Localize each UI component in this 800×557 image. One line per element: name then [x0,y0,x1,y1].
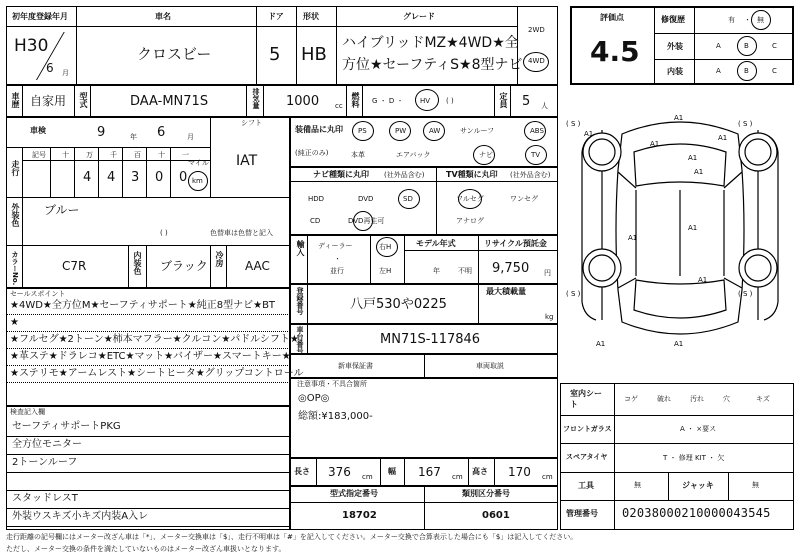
inspection-month: 6 [157,125,166,140]
inspection-notes-label: 検査記入欄 [10,408,45,416]
notes-label: 注意事項・不具合箇所 [297,380,367,388]
sales-rule [6,331,290,332]
fuel-label: 燃料 [351,92,360,108]
note-line: 外装ウスキズ小キズ内装A入レ [12,511,149,522]
leather: 本革 [351,151,365,159]
repair-dot: ・ [744,16,751,24]
score-label: 評価点 [600,13,624,22]
mgmt-label: 管理番号 [566,509,598,518]
interior-grade-label: 内装 [667,67,683,76]
fuel-options: G ・ D ・ [372,97,404,105]
color-code: C7R [62,259,87,273]
color-change-note: 色替車は色替と記入 [210,229,273,237]
reg-month: 6 [46,61,54,75]
airbag: エアバック [396,151,431,159]
sales-line: ★4WD★全方位M★セーフティサポート★純正8型ナビ★BT [10,300,276,311]
grade-option: C [772,67,777,75]
digit-header: 十 [158,151,165,159]
digit-divider [146,147,147,197]
sales-rule [6,348,290,349]
repair-no: 無 [757,16,764,24]
bracket-bl: ( S ) [566,290,581,298]
grade-option: C [772,42,777,50]
dmg-a1-9: A1 [698,276,708,284]
exterior-color-label: 外装色 [11,203,20,227]
exterior-grade-label: 外装 [667,42,683,51]
grade-option: B [744,42,749,50]
mile-unit: km [192,177,203,185]
fuel-paren: ( ) [446,97,454,105]
reg-year: H30 [14,36,49,56]
class-label: 類別区分番号 [462,489,510,498]
cap-unit: 人 [541,102,548,110]
mileage-digit: 0 [155,170,164,185]
mileage-label: 走行 [11,160,20,176]
bracket-tr: ( S ) [738,120,753,128]
height: 170 [508,465,531,479]
shift-label: シフト [241,119,262,127]
model: DAA-MN71S [130,94,209,109]
tool-label: 工具 [578,481,594,490]
tv-oneseg: ワンセグ [510,195,538,203]
navi-dvd: DVD [358,195,374,203]
length: 376 [328,465,351,479]
model-year-label: モデル年式 [416,239,456,248]
color-paren: ( ) [160,229,168,237]
dmg-a1-3: A1 [718,134,728,142]
bracket-tl: ( S ) [566,120,581,128]
digit-divider [50,147,51,197]
sunroof: サンルーフ [460,127,495,135]
max-load-label: 最大積載量 [486,287,526,296]
tv-analog: アナログ [456,217,484,225]
note-rule [6,526,290,527]
interior-color: ブラック [160,259,208,273]
ac: AAC [245,259,270,273]
digit-header: 百 [134,151,141,159]
recycle-amount: 9,750 [492,261,530,276]
footer-line2: ただし、メーター交換の条件を満たしていないものはメーター改ざん車扱いとなります。 [6,545,286,553]
length-label: 長さ [294,467,310,476]
bracket-br: ( S ) [738,290,753,298]
dmg-a1-10: A1 [596,340,606,348]
notes-mark: ◎OP◎ [298,393,330,404]
new-car-warranty: 新車保証書 [338,362,373,370]
door-label: ドア [268,12,284,21]
mileage-digit: 0 [179,170,188,185]
jack-label: ジャッキ [682,481,714,490]
navi-sd: SD [403,195,413,203]
sales-line: ★革ステ★ドラレコ★ETC★マット★バイザー★スマートキー★ [10,351,291,362]
dmg-a1-4: A1 [650,140,660,148]
displacement: 1000 [286,94,320,109]
grade-option: A [716,67,721,75]
equip-sub: (純正のみ) [295,149,329,157]
seat-option: キズ [756,395,770,403]
fuel-hv: HV [420,97,431,105]
dmg-a1-1: A1 [674,114,684,122]
dmg-a1-5: A1 [584,130,594,138]
digit-header: 千 [110,151,117,159]
jack: 無 [752,481,759,489]
use: 自家用 [30,94,67,108]
reg-month-unit: 月 [62,69,69,77]
model-label: 型式 [79,92,88,108]
score-value: 4.5 [590,35,640,68]
exterior-color: ブルー [44,203,80,217]
length-unit: cm [362,473,373,481]
first-reg-label: 初年度登録年月 [12,12,68,21]
repair-label: 修復歴 [661,15,685,24]
digit-divider [170,147,171,197]
sales-line: ★ステリモ★アームレスト★シートヒータ★グリップコントロール [10,368,304,379]
dmg-a1-2: A1 [688,154,698,162]
reg-label: 登録番号 [296,287,304,315]
seat-option: 穴 [723,395,730,403]
mgmt-number: 02038000210000043545 [622,506,771,520]
grade-option: B [744,67,749,75]
mile-unit-label: マイル [188,159,209,167]
note-line: スタッドレスT [12,493,78,504]
note-line: 全方位モニター [12,439,82,450]
sales-label: セールスポイント [10,290,66,298]
sales-line: ★フルセグ★2トーン★柿本マフラー★クルコン★パドルシフト★ [10,334,299,345]
import-parallel: 並行 [330,267,344,275]
digit-header: 一 [182,151,189,159]
tv-sub: (社外品含む) [510,171,551,179]
note-rule [6,508,290,509]
spare: T ・ 修理 KIT ・ 欠 [663,454,725,462]
note-rule [6,436,290,437]
seat-option: 汚れ [690,395,704,403]
inspection-year: 9 [97,125,106,140]
type-label: 型式指定番号 [330,489,378,498]
equip-item: ABS [530,127,544,135]
digit-divider [74,147,75,197]
dmg-a1-11: A1 [674,340,684,348]
navi-hdd: HDD [308,195,325,203]
class-number: 0601 [482,510,510,521]
type-number: 18702 [342,510,377,521]
dmg-a1-8: A1 [688,224,698,232]
capacity: 5 [522,94,531,109]
height-label: 高さ [472,467,488,476]
equip-item: TV [531,151,541,159]
inspection-label: 車検 [30,126,46,135]
max-load-unit: kg [545,313,554,321]
dmg-a1-7: A1 [628,234,638,242]
car-name-label: 車名 [155,12,171,21]
mileage-digit: 4 [83,170,92,185]
drive-2wd: 2WD [528,26,545,34]
sales-rule [6,382,290,383]
mileage-symbol-label: 記号 [32,151,46,159]
car-diagram [562,90,798,380]
shape-label: 形状 [303,12,319,21]
note-line: 2トーンルーフ [12,457,78,468]
glass: A ・ ×要ス [680,425,717,433]
spare-label: スペアタイヤ [566,453,608,461]
disp-unit: cc [335,102,343,110]
import-label: 輸入 [296,240,305,256]
width-label: 幅 [388,467,396,476]
grade-line1: ハイブリッドMZ★4WD★全 [342,35,519,51]
drive-4wd: 4WD [528,57,545,65]
cap-label: 定員 [499,92,508,108]
width-unit: cm [452,473,463,481]
equip-item: ナビ [479,151,493,159]
digit-header: 十 [62,151,69,159]
navi-cd: CD [310,217,321,225]
footer-line1: 走行距離の記号欄にはメーター改ざん車は「*」、メーター交換車は「$」、走行不明車は「#」を記入してください。メーター交換で合算表示した場合にも「$」は記入してください。 [6,533,578,541]
glass-label: フロントガラス [563,425,612,433]
doors: 5 [269,44,281,65]
sales-line: ★ [10,317,19,328]
sales-rule [6,314,290,315]
chassis-label: 車台番号 [296,326,304,354]
equip-item: AW [429,127,441,135]
car-name: クロスビー [137,45,212,63]
import-dot: ・ [334,255,341,263]
navi-dvd-play: DVD再生可 [348,217,385,225]
tool: 無 [634,481,641,489]
import-left: 左H [379,267,392,275]
seat-option: コゲ [624,395,638,403]
mileage-digit: 3 [131,170,140,185]
model-year-unknown: 不明 [458,267,472,275]
width: 167 [418,465,441,479]
notes-total: 総額:¥183,000- [298,411,373,422]
disp-label: 排気量 [252,88,260,109]
import-dealer: ディーラー [318,242,353,250]
model-year-unit: 年 [433,267,440,275]
shape: HB [301,44,327,65]
color-code-label: カラーNo. [11,251,19,286]
digit-divider [98,147,99,197]
sales-rule [6,365,290,366]
equip-label: 装備品に丸印 [295,125,343,134]
digit-divider [122,147,123,197]
note-rule [6,472,290,473]
inspection-year-unit: 年 [130,133,137,141]
ac-label: 冷房 [215,251,224,267]
seat-option: 破れ [657,395,671,403]
tv-fullseg: フルセグ [456,195,484,203]
use-label: 車歴 [11,92,20,108]
owner-manual: 車両取説 [476,362,504,370]
note-rule [6,490,290,491]
import-right: 右H [379,243,392,251]
navi-sub: (社外品含む) [384,171,425,179]
seat-label-1: 室内シート [570,389,602,409]
dmg-a1-6: A1 [694,168,704,176]
note-rule [6,454,290,455]
grade-line2: 方位★セーフティS★8型ナビ [342,57,523,73]
navi-label: ナビ種類に丸印 [313,170,369,179]
grade-option: A [716,42,721,50]
equip-item: PS [358,127,367,135]
grade-label: グレード [403,12,435,21]
interior-color-label: 内装色 [133,251,142,275]
inspection-month-unit: 月 [187,133,194,141]
shift: IAT [236,153,258,169]
height-unit: cm [542,473,553,481]
equip-item: PW [395,127,407,135]
digit-header: 万 [86,151,93,159]
mileage-digit: 4 [107,170,116,185]
chassis-number: MN71S-117846 [380,332,481,347]
recycle-yen: 円 [544,269,551,277]
recycle-label: リサイクル預託金 [484,239,547,248]
reg-number: 八戸530や0225 [350,297,447,312]
tv-label: TV種類に丸印 [446,170,498,179]
repair-yes: 有 [728,16,735,24]
note-line: セーフティサポートPKG [12,421,121,432]
